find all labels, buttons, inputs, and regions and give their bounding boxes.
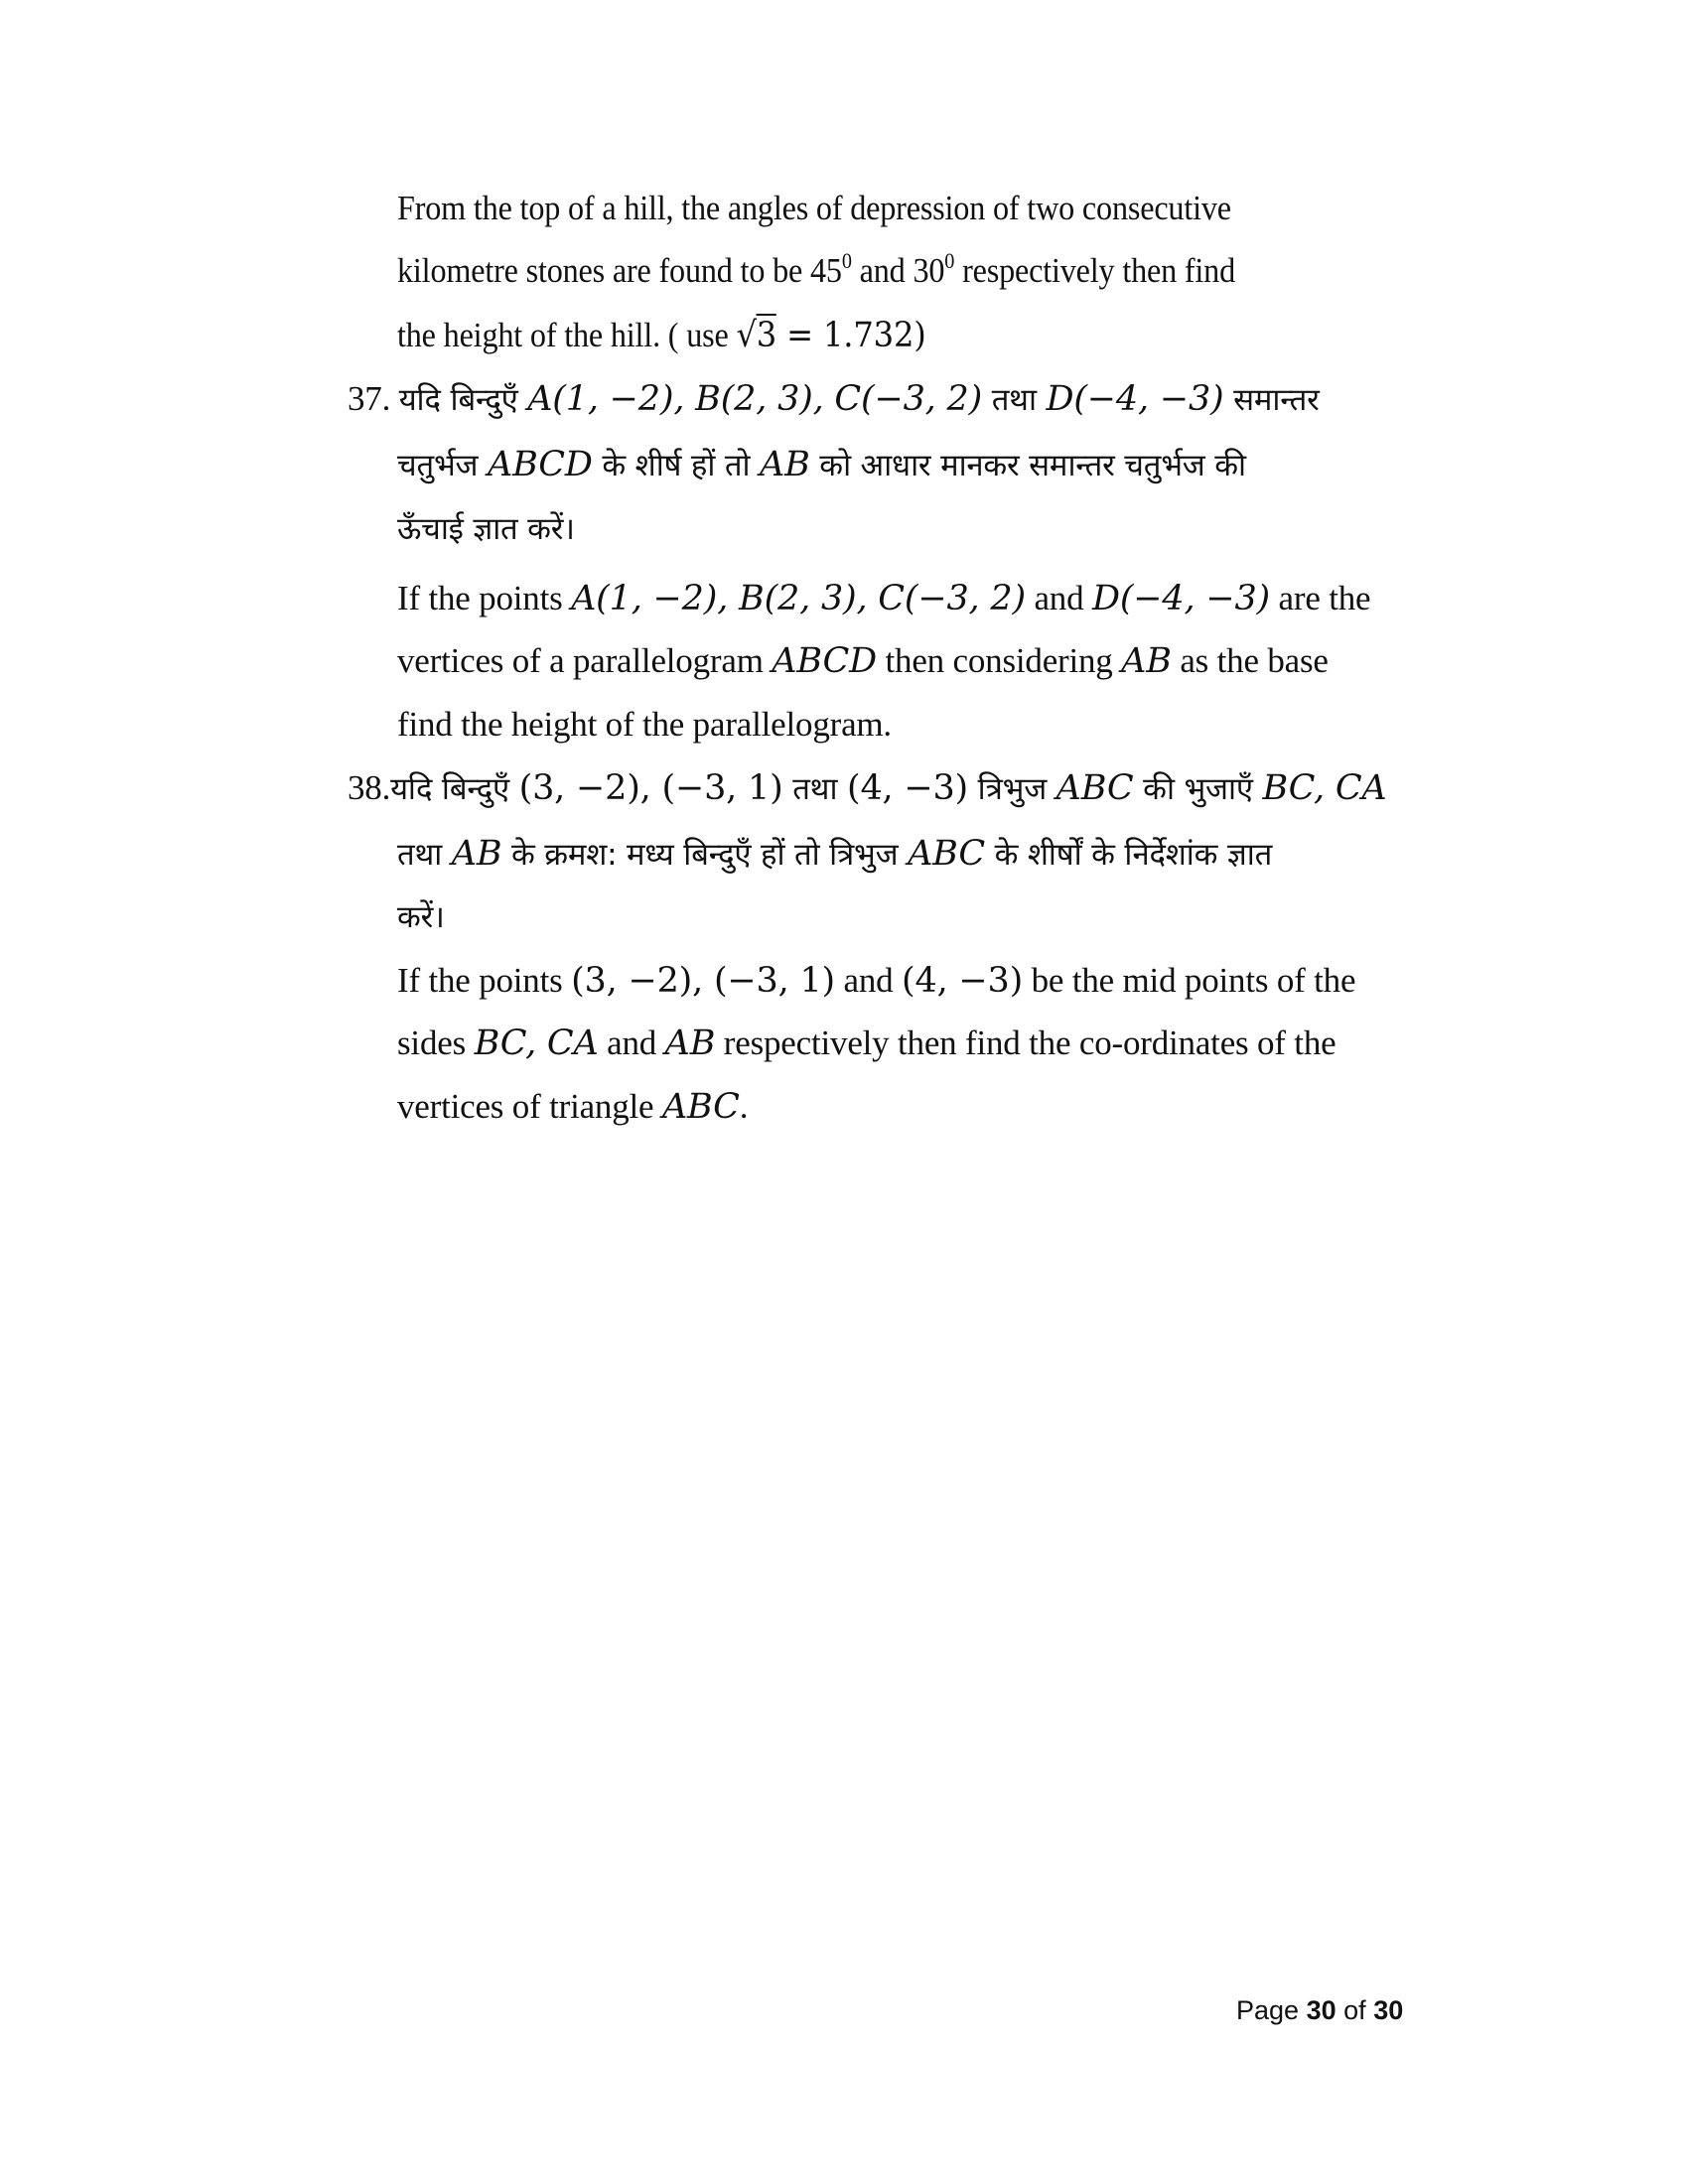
math-label: AB [451, 834, 502, 874]
q37-english-line-3 [397, 705, 892, 745]
question-number: 37. [348, 379, 391, 418]
current-page-number: 30 [1306, 1995, 1336, 2025]
math-points: D(−4, −3) [1091, 579, 1270, 618]
text: vertices of triangle [397, 1087, 662, 1126]
math-points: (3, −2), (−3, 1) [518, 768, 783, 808]
text: vertices of a parallelogram [397, 641, 773, 680]
text: and 30 [851, 251, 945, 290]
q38-hindi-line-1 [348, 768, 1386, 809]
q36-english-line-1 [397, 189, 1304, 228]
math-points: A(1, −2), B(2, 3), C(−3, 2) [527, 379, 983, 419]
q37-english-line-2 [397, 641, 1329, 681]
text: If the points [397, 961, 572, 1000]
q36-english-line-2 [397, 248, 1308, 291]
math-label: ABCD [772, 641, 877, 681]
math-points: A(1, −2), B(2, 3), C(−3, 2) [571, 579, 1026, 618]
text: kilometre stones are found to be 45 [397, 251, 842, 290]
degree-superscript: 0 [841, 248, 852, 273]
text: find the height of the parallelogram. [397, 705, 892, 744]
text: respectively then find the co-ordinates of the [715, 1024, 1336, 1062]
hindi-text: यदि बिन्दुएँ [390, 771, 519, 807]
math-label: ABC [661, 1087, 740, 1127]
math-points: (4, −3) [846, 768, 969, 808]
hindi-text: तथा [782, 771, 847, 807]
math-label: AB [760, 445, 810, 484]
text: as the base [1171, 641, 1329, 680]
text: the height of the hill. ( use [397, 316, 737, 354]
text: and [598, 1024, 665, 1062]
page-footer [1236, 1995, 1403, 2026]
text: If the points [397, 579, 572, 617]
hindi-text: समान्तर [1223, 382, 1320, 418]
math-label: ABC [908, 834, 985, 874]
hindi-text: यदि बिन्दुएँ [398, 382, 528, 418]
radical-sign: √ [736, 316, 757, 355]
math-text: = 1.732) [776, 316, 926, 355]
hindi-text: त्रिभुज [968, 771, 1056, 807]
math-points: (3, −2), (−3, 1) [571, 961, 835, 1001]
hindi-text: ऊँचाई ज्ञात करें। [397, 511, 575, 547]
hindi-text: के क्रमश: मध्य बिन्दुएँ हों तो त्रिभुज [501, 837, 909, 873]
text: From the top of a hill, the angles of depression of two consecutive [397, 189, 1231, 227]
math-label: BC, CA [474, 1024, 599, 1063]
degree-superscript: 0 [944, 248, 955, 273]
hindi-text: करें। [397, 899, 445, 935]
hindi-text: तथा [982, 382, 1047, 418]
hindi-text: की भुजाएँ [1133, 771, 1263, 807]
text: . [739, 1087, 749, 1126]
q37-hindi-line-2 [397, 445, 1246, 485]
text: sides [397, 1024, 475, 1062]
text: and [1025, 579, 1092, 617]
text: respectively then find [954, 251, 1236, 290]
hindi-text: के शीर्षों के निर्देशांक ज्ञात [984, 837, 1273, 873]
square-root-symbol [736, 316, 776, 355]
text: be the mid points of the [1023, 961, 1356, 1000]
math-label: BC, CA [1262, 768, 1387, 808]
math-points: D(−4, −3) [1046, 379, 1224, 419]
math-label: ABCD [488, 445, 593, 484]
text: then considering [876, 641, 1122, 680]
page-label: Page [1236, 1995, 1300, 2025]
math-label: AB [1121, 641, 1172, 681]
text: are the [1269, 579, 1371, 617]
radicand: 3 [756, 316, 777, 355]
q37-hindi-line-3 [397, 508, 575, 549]
total-page-count: 30 [1373, 1995, 1404, 2025]
math-label: AB [664, 1024, 716, 1063]
q36-english-line-3 [397, 316, 972, 355]
hindi-text: को आधार मानकर समान्तर चतुर्भज की [809, 448, 1246, 483]
math-expression [1046, 379, 1223, 419]
math-label: ABC [1055, 768, 1134, 808]
q38-english-line-1 [397, 961, 1355, 1001]
q38-hindi-line-2 [397, 834, 1272, 875]
math-expression [527, 379, 982, 419]
of-label: of [1343, 1995, 1366, 2025]
hindi-text: तथा [397, 837, 452, 873]
hindi-text: चतुर्भज [397, 448, 489, 483]
q38-hindi-line-3 [397, 896, 445, 937]
math-points: (4, −3) [902, 961, 1024, 1001]
q37-hindi-line-1 [348, 379, 1320, 420]
hindi-text: के शीर्ष हों तो [592, 448, 760, 483]
q38-english-line-2 [397, 1024, 1336, 1063]
text: and [835, 961, 903, 1000]
q37-english-line-1 [397, 579, 1370, 618]
q38-english-line-3 [397, 1087, 748, 1127]
question-number: 38. [348, 768, 391, 807]
